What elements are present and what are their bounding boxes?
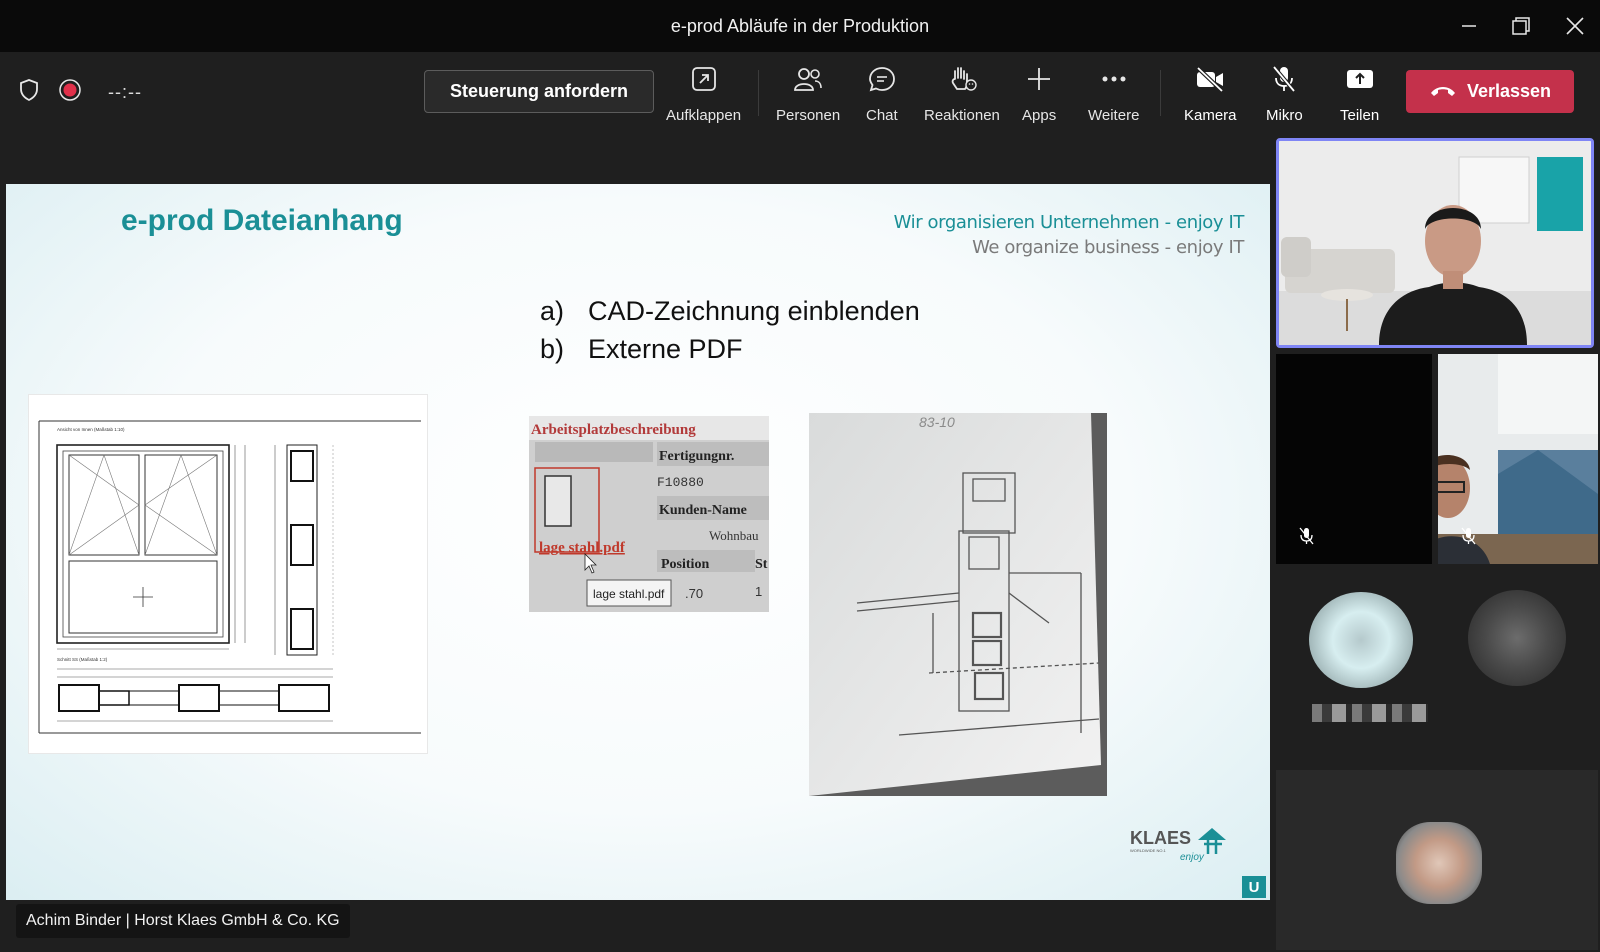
slide-tagline-en: We organize business - enjoy IT	[972, 237, 1244, 258]
mic-label: Mikro	[1266, 107, 1303, 124]
svg-text:Kunden-Name: Kunden-Name	[659, 503, 747, 518]
photo-tooltip: lage stahl.pdf	[593, 587, 665, 601]
camera-label: Kamera	[1184, 107, 1237, 124]
leave-button[interactable]	[1406, 70, 1574, 113]
meeting-timer: --:--	[108, 81, 142, 102]
active-speaker-video[interactable]	[1276, 138, 1594, 348]
participant-tile[interactable]	[1276, 572, 1432, 732]
screen-photo-image	[529, 416, 769, 612]
svg-text:Wohnbau: Wohnbau	[709, 528, 759, 543]
avatar	[1309, 592, 1413, 688]
participant-name-blurred	[1312, 704, 1428, 722]
camera-button[interactable]	[1184, 62, 1237, 124]
share-button[interactable]	[1340, 62, 1379, 124]
chat-label: Chat	[866, 107, 898, 124]
photo-heading: Arbeitsplatzbeschreibung	[531, 422, 696, 438]
mic-off-icon	[1460, 527, 1476, 550]
svg-text:1: 1	[755, 584, 763, 599]
shared-content-stage	[0, 132, 1272, 952]
participant-tile[interactable]	[1276, 770, 1598, 950]
slide-tagline-de: Wir organisieren Unternehmen - enjoy IT	[893, 212, 1244, 233]
participant-tile[interactable]	[1438, 572, 1598, 732]
toolbar-divider	[1160, 70, 1161, 116]
chat-button[interactable]	[866, 62, 898, 124]
avatar	[1396, 822, 1482, 904]
more-label: Weitere	[1088, 107, 1140, 124]
toolbar-divider	[758, 70, 759, 116]
restore-icon	[1512, 17, 1530, 35]
chat-icon	[868, 62, 896, 96]
participant-gallery	[1272, 132, 1600, 952]
participant-video[interactable]	[1438, 354, 1598, 564]
slide-title: e-prod Dateianhang	[121, 204, 403, 237]
shield-icon	[18, 78, 40, 107]
mic-off-icon	[1271, 62, 1297, 96]
hang-up-icon	[1429, 81, 1457, 102]
recording-icon	[58, 78, 82, 107]
pdf-link: lage stahl.pdf	[539, 540, 625, 556]
reactions-button[interactable]	[924, 62, 1000, 124]
share-label: Teilen	[1340, 107, 1380, 124]
title-bar	[0, 0, 1600, 52]
corner-badge: U	[1242, 876, 1266, 898]
apps-button[interactable]	[1022, 62, 1056, 124]
participant-video-off[interactable]	[1276, 354, 1432, 564]
share-screen-icon	[1345, 62, 1375, 96]
close-button[interactable]	[1550, 0, 1600, 52]
window-title: e-prod Abläufe in der Produktion	[670, 15, 930, 36]
logo-wordmark: KLAES	[1130, 828, 1192, 848]
leave-label: Verlassen	[1466, 81, 1552, 101]
reactions-label: Reaktionen	[924, 107, 1000, 124]
svg-text:83-10: 83-10	[919, 414, 955, 430]
svg-text:Position: Position	[661, 557, 710, 572]
svg-text:F10880: F10880	[657, 475, 704, 490]
cad-label-top: Ansicht von Innen (Maßstab 1:10)	[57, 427, 125, 432]
cad-drawing-image	[28, 394, 428, 754]
profile-sketch-photo	[809, 413, 1107, 796]
avatar	[1468, 590, 1566, 686]
camera-off-icon	[1195, 62, 1225, 96]
close-icon	[1566, 17, 1584, 35]
restore-button[interactable]	[1496, 0, 1546, 52]
people-label: Personen	[776, 107, 841, 124]
klaes-logo	[1130, 824, 1240, 866]
mic-off-icon	[1298, 527, 1314, 550]
svg-text:.70: .70	[685, 586, 704, 601]
slide-points	[540, 292, 920, 368]
svg-text:enjoy: enjoy	[1180, 852, 1204, 863]
more-dots-icon	[1101, 62, 1127, 96]
mic-button[interactable]	[1266, 62, 1303, 124]
slide-point: b) Externe PDF	[540, 334, 743, 364]
svg-text:Fertigungnr.: Fertigungnr.	[659, 449, 735, 464]
people-button[interactable]	[776, 62, 840, 124]
raise-hand-icon	[947, 62, 977, 96]
meeting-toolbar	[0, 52, 1600, 132]
svg-text:WORLDWIDE NO.1: WORLDWIDE NO.1	[1130, 848, 1166, 853]
cad-label-bottom: Schnitt SS (Maßstab 1:2)	[57, 657, 108, 662]
presenter-name-tag: Achim Binder | Horst Klaes GmbH & Co. KG	[16, 904, 350, 938]
minimize-icon	[1461, 18, 1477, 34]
shared-slide	[6, 184, 1270, 900]
svg-text:St: St	[755, 557, 768, 572]
slide-point: a) CAD-Zeichnung einblenden	[540, 296, 920, 326]
apps-label: Apps	[1022, 107, 1057, 124]
popout-button[interactable]	[666, 62, 741, 124]
popout-label: Aufklappen	[666, 107, 742, 124]
minimize-button[interactable]	[1444, 0, 1494, 52]
request-control-button[interactable]: Steuerung anfordern	[424, 70, 654, 113]
popout-icon	[691, 62, 717, 96]
plus-icon	[1026, 62, 1052, 96]
more-button[interactable]	[1088, 62, 1139, 124]
people-icon	[793, 62, 823, 96]
